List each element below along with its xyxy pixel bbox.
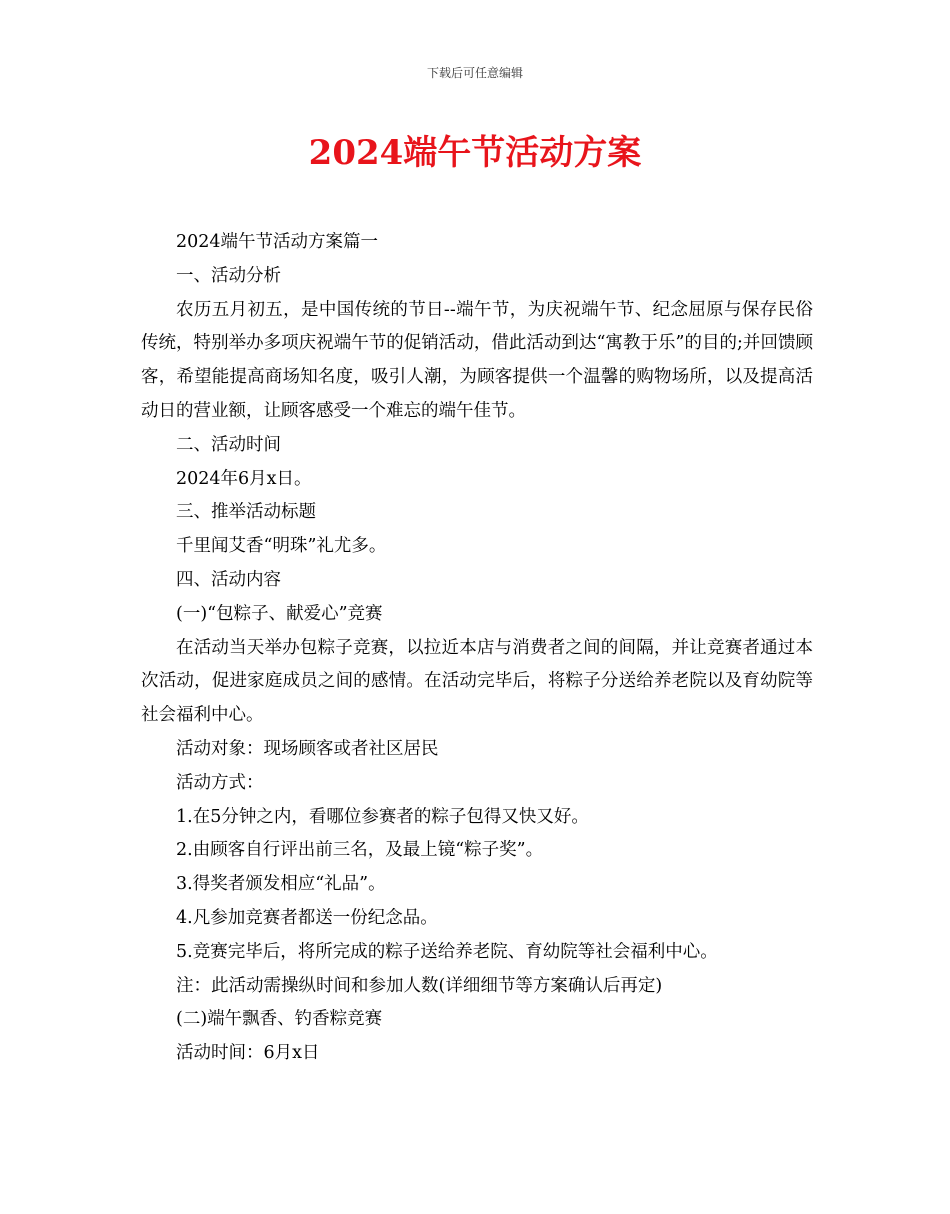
paragraph: 5.竞赛完毕后，将所完成的粽子送给养老院、育幼院等社会福利中心。 (176, 941, 718, 962)
page-title: 2024端午节活动方案 (308, 133, 642, 173)
document-body (141, 226, 813, 1071)
paragraph: 农历五月初五，是中国传统的节日--端午节，为庆祝端午节、纪念屈原与保存民俗传统，特别举办多项庆祝端午节的促销活动，借此活动到达“寓教于乐”的目的;并回馈顾客，希望能提高商场知名度，吸引人潮，为顾客提供一个温馨的购物场所，以及提高活动日的营业额，让顾客感受一个难忘的端午佳节。 (141, 299, 813, 421)
paragraph: 4.凡参加竞赛者都送一份纪念品。 (176, 907, 438, 928)
paragraph: 二、活动时间 (176, 434, 281, 455)
paragraph: 千里闻艾香“明珠”礼尤多。 (176, 536, 387, 557)
paragraph: 活动时间：6月x日 (176, 1043, 320, 1064)
paragraph: 活动方式： (176, 772, 264, 793)
paragraph: 3.得奖者颁发相应“礼品”。 (176, 874, 386, 895)
paragraph: 1.在5分钟之内，看哪位参赛者的粽子包得又快又好。 (176, 806, 589, 827)
header-note: 下载后可任意编辑 (426, 66, 523, 80)
paragraph: 2.由顾客自行评出前三名，及最上镜“粽子奖”。 (176, 840, 544, 861)
paragraph: 四、活动内容 (176, 569, 281, 590)
paragraph: 三、推举活动标题 (176, 502, 316, 523)
paragraph: 一、活动分析 (176, 265, 281, 286)
paragraph: 在活动当天举办包粽子竞赛，以拉近本店与消费者之间的间隔，并让竞赛者通过本次活动，促进家庭成员之间的感情。在活动完毕后，将粽子分送给养老院以及育幼院等社会福利中心。 (141, 637, 813, 726)
paragraph: (一)“包粽子、献爱心”竞赛 (176, 603, 383, 624)
paragraph: 注：此活动需操纵时间和参加人数(详细细节等方案确认后再定) (176, 975, 663, 996)
paragraph: 2024年6月x日。 (176, 468, 312, 489)
paragraph: 2024端午节活动方案篇一 (176, 232, 379, 252)
paragraph: (二)端午飘香、钓香粽竞赛 (176, 1009, 383, 1030)
paragraph: 活动对象：现场顾客或者社区居民 (176, 738, 439, 759)
